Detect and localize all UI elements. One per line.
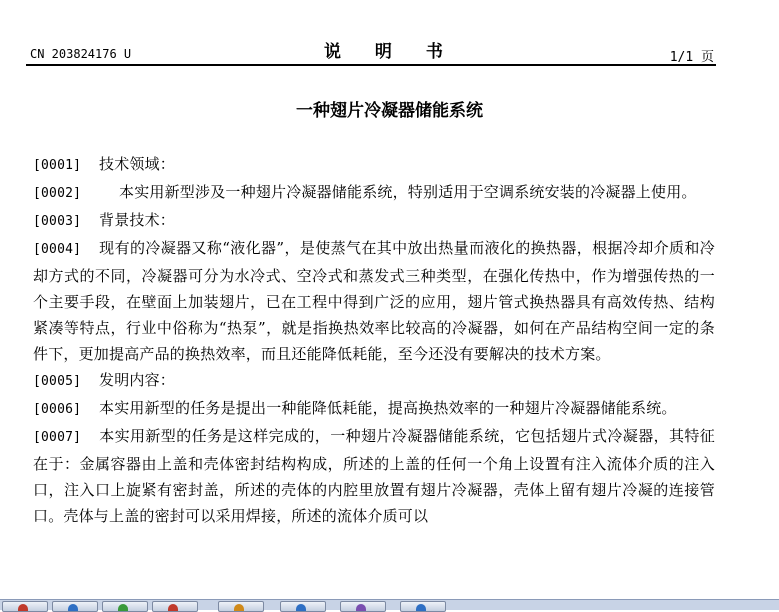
paragraph-0002	[33, 179, 715, 207]
paragraph-text: 背景技术：	[99, 211, 176, 229]
app-icon	[296, 604, 306, 611]
document-header	[26, 34, 716, 66]
paragraph-0001	[33, 151, 715, 179]
paragraph-text: 本实用新型涉及一种翅片冷凝器储能系统，特别适用于空调系统安装的冷凝器上使用。	[119, 183, 697, 201]
section-title: 说 明 书	[324, 42, 457, 62]
app-icon	[118, 604, 128, 611]
paragraph-text: 技术领域：	[99, 155, 176, 173]
paragraph-text: 现有的冷凝器又称“液化器”，是使蒸气在其中放出热量而液化的换热器，根据冷却介质和冷却方式的不同，冷凝器可分为水冷式、空冷式和蒸发式三种类型，在强化传热中，作为增强传热的一个主要手段，在壁面上加装翅片，已在工程中得到广泛的应用，翅片管式换热器具有高效传热、结构紧凑等特点，行业中俗称为“热泵”，就是指换热效率比较高的冷凝器，如何在产品结构空间一定的条件下，更加提高产品的换热效率，而且还能降低耗能，至今还没有要解决的技术方案。	[33, 239, 715, 363]
taskbar-button[interactable]	[102, 601, 148, 612]
taskbar-button[interactable]	[218, 601, 264, 612]
paragraph-0007	[33, 423, 715, 529]
paragraph-number: [0005]	[33, 374, 82, 389]
document-body	[33, 151, 715, 529]
taskbar	[0, 599, 779, 610]
app-icon	[416, 604, 426, 611]
page-indicator: 1/1 页	[669, 50, 714, 65]
paragraph-number: [0006]	[33, 402, 82, 417]
paragraph-0003	[33, 207, 715, 235]
app-icon	[168, 604, 178, 611]
paragraph-0004	[33, 235, 715, 367]
app-icon	[234, 604, 244, 611]
taskbar-button[interactable]	[52, 601, 98, 612]
taskbar-button[interactable]	[2, 601, 48, 612]
paragraph-0005	[33, 367, 715, 395]
taskbar-button[interactable]	[152, 601, 198, 612]
paragraph-number: [0001]	[33, 158, 82, 173]
paragraph-text: 发明内容：	[99, 371, 176, 389]
paragraph-number: [0003]	[33, 214, 82, 229]
paragraph-text: 本实用新型的任务是这样完成的，一种翅片冷凝器储能系统，它包括翅片式冷凝器，其特征在于：金属容器由上盖和壳体密封结构构成，所述的上盖的任何一个角上设置有注入流体介质的注入口，注入口上旋紧有密封盖，所述的壳体的内腔里放置有翅片冷凝器，壳体上留有翅片冷凝的连接管口。壳体与上盖的密封可以采用焊接，所述的流体介质可以	[33, 427, 715, 525]
app-icon	[356, 604, 366, 611]
patent-number: CN 203824176 U	[30, 47, 132, 61]
taskbar-button[interactable]	[400, 601, 446, 612]
paragraph-text: 本实用新型的任务是提出一种能降低耗能，提高换热效率的一种翅片冷凝器储能系统。	[99, 399, 677, 417]
paragraph-number: [0004]	[33, 242, 82, 257]
paragraph-number: [0002]	[33, 186, 82, 201]
taskbar-button[interactable]	[280, 601, 326, 612]
document-title: 一种翅片冷凝器储能系统	[296, 101, 483, 121]
app-icon	[68, 604, 78, 611]
paragraph-0006	[33, 395, 715, 423]
app-icon	[18, 604, 28, 611]
paragraph-number: [0007]	[33, 430, 82, 445]
taskbar-button[interactable]	[340, 601, 386, 612]
